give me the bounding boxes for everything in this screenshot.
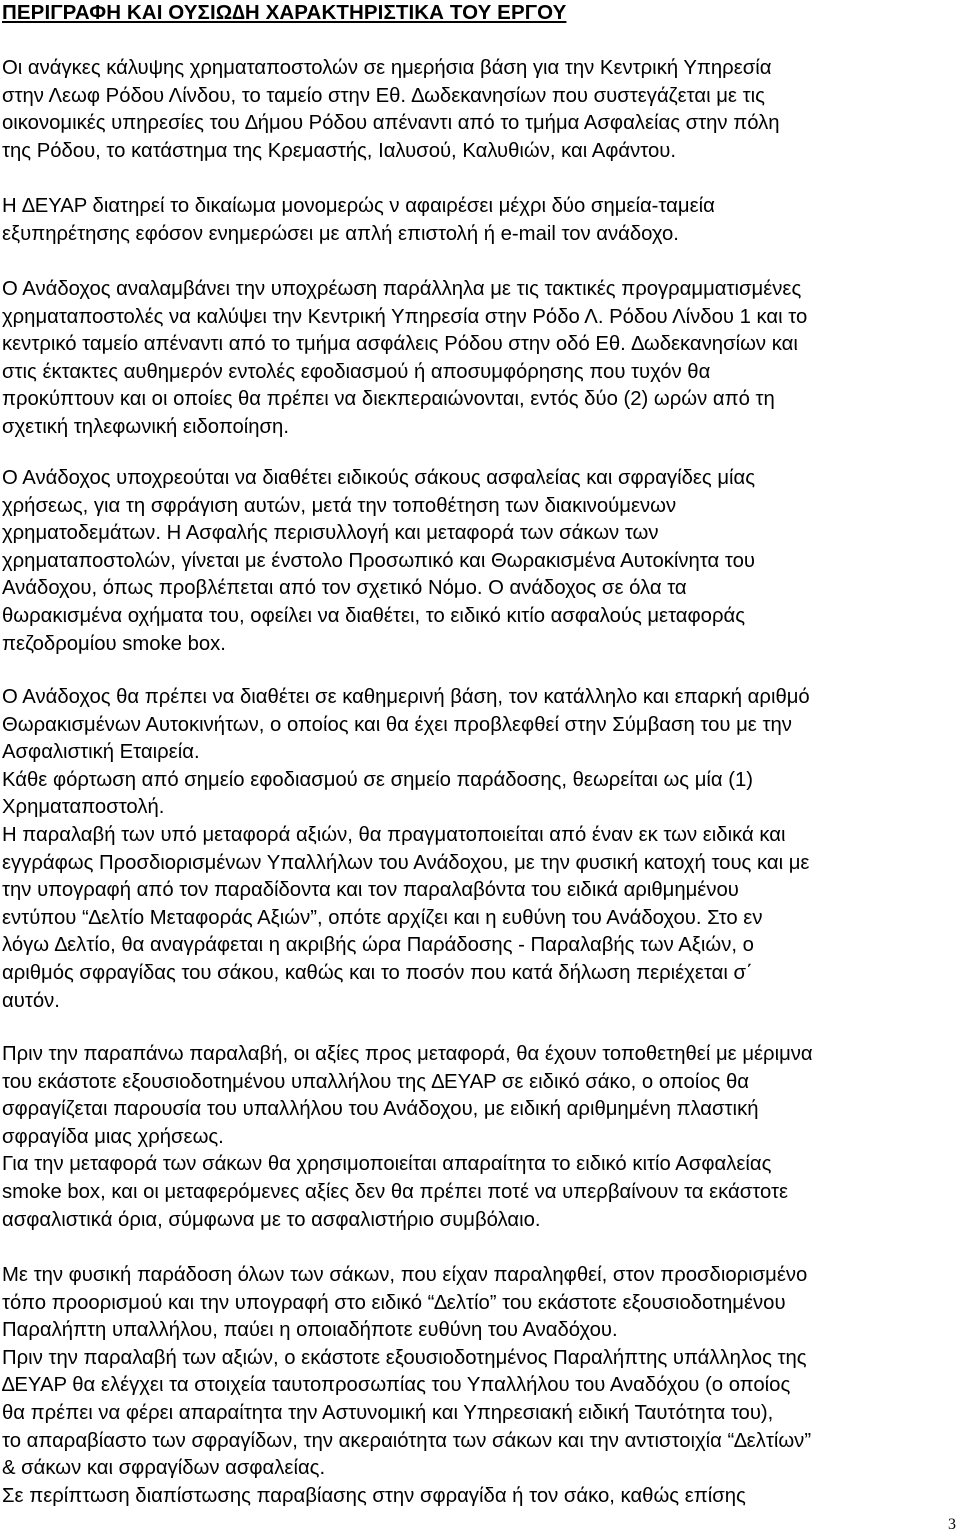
text-line: προκύπτουν και οι οποίες θα πρέπει να διεκπεραιώνονται, εντός δύο (2) ωρών από τη [2, 388, 775, 411]
text-line: στις έκτακτες αυθημερόν εντολές εφοδιασμού ή αποσυμφόρησης που τυχόν θα [2, 360, 711, 383]
paragraph-contractor-obligation [2, 276, 952, 442]
text-line: Ανάδοχου, όπως προβλέπεται από τον σχετικό Νόμο. Ο ανάδοχος σε όλα τα [2, 577, 687, 600]
paragraph-before-receipt [2, 1041, 952, 1234]
paragraph-deyar-right [2, 193, 952, 248]
text-line: χρηματαποστολές να καλύψει την Κεντρική Υπηρεσία στην Ρόδο Λ. Ρόδου Λίνδου 1 και το [2, 305, 808, 328]
text-line: smoke box, και οι μεταφερόμενες αξίες δεν θα πρέπει ποτέ να υπερβαίνουν τα εκάστοτε [2, 1180, 789, 1203]
text-line: θα πρέπει να φέρει απαραίτητα την Αστυνομική και Υπηρεσιακή ειδική Ταυτότητα του), [2, 1401, 774, 1424]
text-line: θωρακισμένα οχήματα του, οφείλει να διαθέτει, το ειδικό κιτίο ασφαλούς μεταφοράς [2, 604, 745, 627]
paragraph-armored-vehicles [2, 684, 952, 1015]
text-line: Η παραλαβή των υπό μεταφορά αξιών, θα πραγματοποιείται από έναν εκ των ειδικά και [2, 823, 786, 846]
text-line: οικονομικές υπηρεσίες του ∆ήμου Ρόδου απέναντι από το τμήμα Ασφαλείας στην πόλη [2, 112, 780, 135]
text-line: Ασφαλιστική Εταιρεία. [2, 741, 200, 764]
page-number: 3 [948, 1516, 956, 1533]
text-line: αυτόν. [2, 989, 60, 1012]
text-line: Παραλήπτη υπαλλήλου, παύει η οποιαδήποτε ευθύνη του Αναδόχου. [2, 1319, 618, 1342]
text-line: αριθμός σφραγίδας του σάκου, καθώς και το ποσόν που κατά δήλωση περιέχεται σ΄ [2, 961, 753, 984]
text-line: κεντρικό ταμείο απέναντι από το τμήμα ασφάλεις Ρόδου στην οδό Εθ. ∆ωδεκανησίων και [2, 333, 798, 356]
text-line: Οι ανάγκες κάλυψης χρηματαποστολών σε ημερήσια βάση για την Κεντρική Υπηρεσία [2, 57, 772, 79]
paragraph-coverage-needs [2, 55, 952, 165]
paragraph-physical-delivery [2, 1262, 952, 1510]
text-line: Κάθε φόρτωση από σημείο εφοδιασμού σε σημείο παράδοσης, θεωρείται ως μία (1) [2, 768, 754, 791]
text-line: Πριν την παραλαβή των αξιών, ο εκάστοτε εξουσιοδοτημένος Παραλήπτης υπάλληλος της [2, 1346, 807, 1369]
text-line: Σε περίπτωση διαπίστωσης παραβίασης στην σφραγίδα ή τον σάκο, καθώς επίσης [2, 1484, 746, 1507]
text-line: χρήσεως, για τη σφράγιση αυτών, μετά την τοποθέτηση των διακινούμενων [2, 494, 677, 517]
text-line: Θωρακισμένων Αυτοκινήτων, ο οποίος και θα έχει προβλεφθεί στην Σύμβαση του με την [2, 713, 792, 736]
text-line: της Ρόδου, το κατάστημα της Κρεμαστής, Ιαλυσού, Καλυθιών, και Αφάντου. [2, 139, 677, 162]
text-line: το απαραβίαστο των σφραγίδων, την ακεραιότητα των σάκων και την αντιστοιχία “∆ελτίων” [2, 1429, 812, 1452]
text-line: εγγράφως Προσδιορισμένων Υπαλλήλων του Ανάδοχου, με την φυσική κατοχή τους και με [2, 851, 810, 874]
text-line: & σάκων και σφραγίδων ασφαλείας. [2, 1457, 326, 1480]
text-line: σφραγίζεται παρουσία του υπαλλήλου του Ανάδοχου, με ειδική αριθμημένη πλαστική [2, 1098, 759, 1121]
text-line: σχετική τηλεφωνική ειδοποίηση. [2, 415, 289, 438]
text-line: ∆ΕΥΑΡ θα ελέγχει τα στοιχεία ταυτοπροσωπίας του Υπαλλήλου του Αναδόχου (ο οποίος [2, 1374, 791, 1397]
text-line: Με την φυσική παράδοση όλων των σάκων, που είχαν παραληφθεί, στον προσδιορισμένο [2, 1264, 808, 1286]
text-line: λόγω ∆ελτίο, θα αναγράφεται η ακριβής ώρα Παράδοσης - Παραλαβής των Αξιών, ο [2, 934, 754, 957]
text-line: πεζοδρομίου smoke box. [2, 632, 226, 655]
text-line: Πριν την παραπάνω παραλαβή, οι αξίες προς μεταφορά, θα έχουν τοποθετηθεί με μέριμνα [2, 1043, 813, 1065]
text-line: χρηματοδεμάτων. Η Ασφαλής περισυλλογή και μεταφορά των σάκων των [2, 522, 659, 545]
text-line: ασφαλιστικά όρια, σύμφωνα με το ασφαλιστήριο συμβόλαιο. [2, 1208, 541, 1231]
text-line: Ο Ανάδοχος υποχρεούται να διαθέτει ειδικούς σάκους ασφαλείας και σφραγίδες μίας [2, 467, 756, 489]
text-line: εξυπηρέτησης εφόσον ενημερώσει με απλή επιστολή ή e-mail τον ανάδοχο. [2, 222, 679, 245]
paragraph-security-bags [2, 465, 952, 658]
text-line: Χρηματαποστολή. [2, 796, 165, 819]
text-line: την υπογραφή από τον παραδίδοντα και τον παραλαβόντα του ειδικά αριθμημένου [2, 879, 739, 902]
text-line: Για την μεταφορά των σάκων θα χρησιμοποιείται απαραίτητα το ειδικό κιτίο Ασφαλείας [2, 1153, 772, 1176]
text-line: στην Λεωφ Ρόδου Λίνδου, το ταμείο στην Εθ. ∆ωδεκανησίων που συστεγάζεται με τις [2, 84, 765, 107]
text-line: Η ∆ΕΥΑΡ διατηρεί το δικαίωμα μονομερώς ν αφαιρέσει μέχρι δύο σημεία-ταμεία [2, 195, 715, 217]
text-line: εντύπου “∆ελτίο Μεταφοράς Αξιών”, οπότε αρχίζει και η ευθύνη του Ανάδοχου. Στο εν [2, 906, 763, 929]
text-line: σφραγίδα μιας χρήσεως. [2, 1125, 224, 1148]
page-heading: ΠΕΡΙΓΡΑΦΗ ΚΑΙ ΟΥΣΙΩ∆Η ΧΑΡΑΚΤΗΡΙΣΤΙΚΑ ΤΟΥ ΕΡΓΟΥ [2, 1, 567, 24]
text-line: χρηματαποστολών, γίνεται με ένστολο Προσωπικό και Θωρακισμένα Αυτοκίνητα του [2, 549, 755, 572]
text-line: τόπο προορισμού και την υπογραφή στο ειδικό “∆ελτίο” του εκάστοτε εξουσιοδοτημένου [2, 1291, 786, 1314]
text-line: του εκάστοτε εξουσιοδοτημένου υπαλλήλου της ∆ΕΥΑΡ σε ειδικό σάκο, ο οποίος θα [2, 1070, 750, 1093]
text-line: Ο Ανάδοχος θα πρέπει να διαθέτει σε καθημερινή βάση, τον κατάλληλο και επαρκή αριθμό [2, 686, 810, 708]
text-line: Ο Ανάδοχος αναλαμβάνει την υποχρέωση παράλληλα με τις τακτικές προγραμματισμένες [2, 278, 802, 300]
